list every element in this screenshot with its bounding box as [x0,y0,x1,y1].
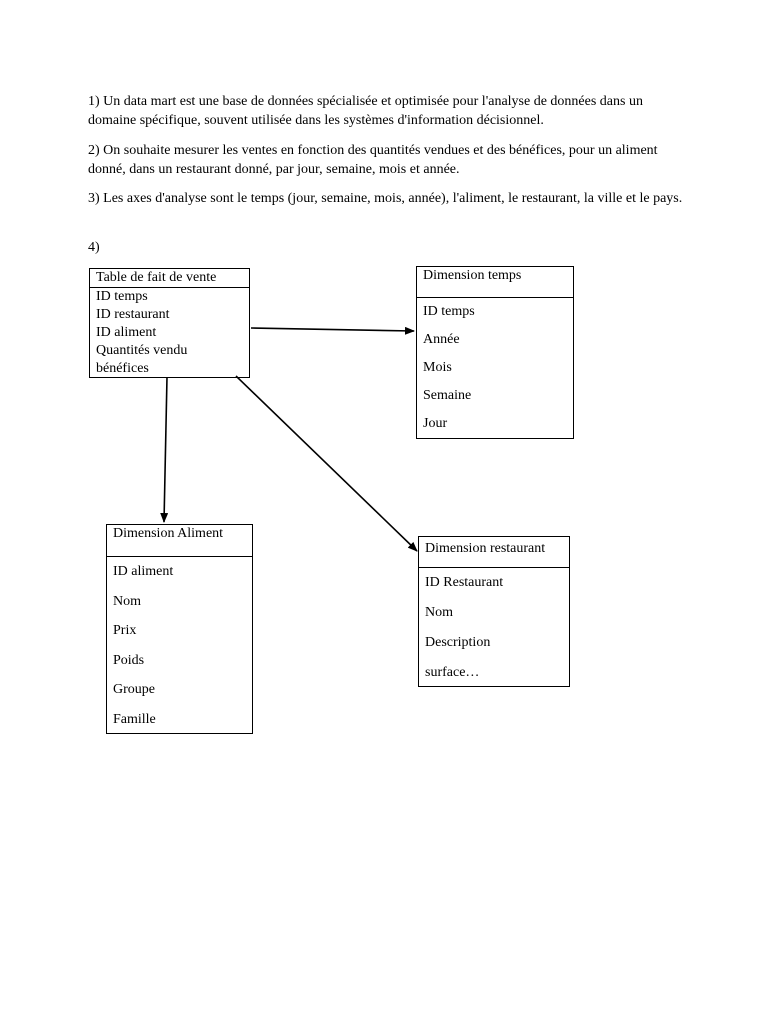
dim-aliment-field: Groupe [113,682,155,697]
dim-aliment-box [106,524,253,734]
paragraph-1: 1) Un data mart est une base de données spécialisée et optimisée pour l'analyse de données dans un domaine spécifique, souvent utilisée dans les systèmes d'information décisionnel. [88,94,643,128]
arrow-to-dim-restaurant [236,376,417,551]
fact-field-id-aliment: ID aliment [96,325,157,340]
fact-field-id-temps: ID temps [96,289,148,304]
dim-temps-title: Dimension temps [417,267,573,298]
dim-aliment-field: Prix [113,623,137,638]
dim-restaurant-field: surface… [425,665,480,680]
dim-restaurant-field: ID Restaurant [425,575,504,590]
dim-temps-box [416,266,574,439]
paragraph-2: 2) On souhaite mesurer les ventes en fonction des quantités vendues et des bénéfices, pour un aliment donné, dans un restaurant donné, par jour, semaine, mois et année. [88,143,658,177]
dim-temps-field: Jour [423,416,448,431]
arrow-to-dim-temps [251,328,414,331]
dim-aliment-title: Dimension Aliment [107,525,252,557]
fact-table-box [89,268,250,378]
paragraph-3: 3) Les axes d'analyse sont le temps (jour, semaine, mois, année), l'aliment, le restaurant, la ville et le pays. [88,191,683,206]
arrow-to-dim-aliment [164,377,167,522]
dim-aliment-field: Famille [113,711,156,727]
dim-restaurant-box [418,536,570,687]
dim-aliment-field: Nom [113,593,141,609]
dim-restaurant-title: Dimension restaurant [419,537,569,568]
fact-field-benefices: bénéfices [96,361,149,376]
fact-table-title: Table de fait de vente [90,269,249,288]
dim-temps-field: ID temps [423,304,475,319]
dim-temps-field: Année [423,332,460,347]
fact-field-id-restaurant: ID restaurant [96,307,170,322]
dim-temps-field: Semaine [423,388,472,403]
fact-field-quantites: Quantités vendu [96,343,188,358]
dim-restaurant-field: Description [425,635,491,650]
paragraph-4: 4) [88,240,100,255]
dim-aliment-field: Poids [113,652,145,668]
dim-restaurant-field: Nom [425,605,453,620]
dim-temps-field: Mois [423,360,452,375]
dim-aliment-field: ID aliment [113,564,174,579]
